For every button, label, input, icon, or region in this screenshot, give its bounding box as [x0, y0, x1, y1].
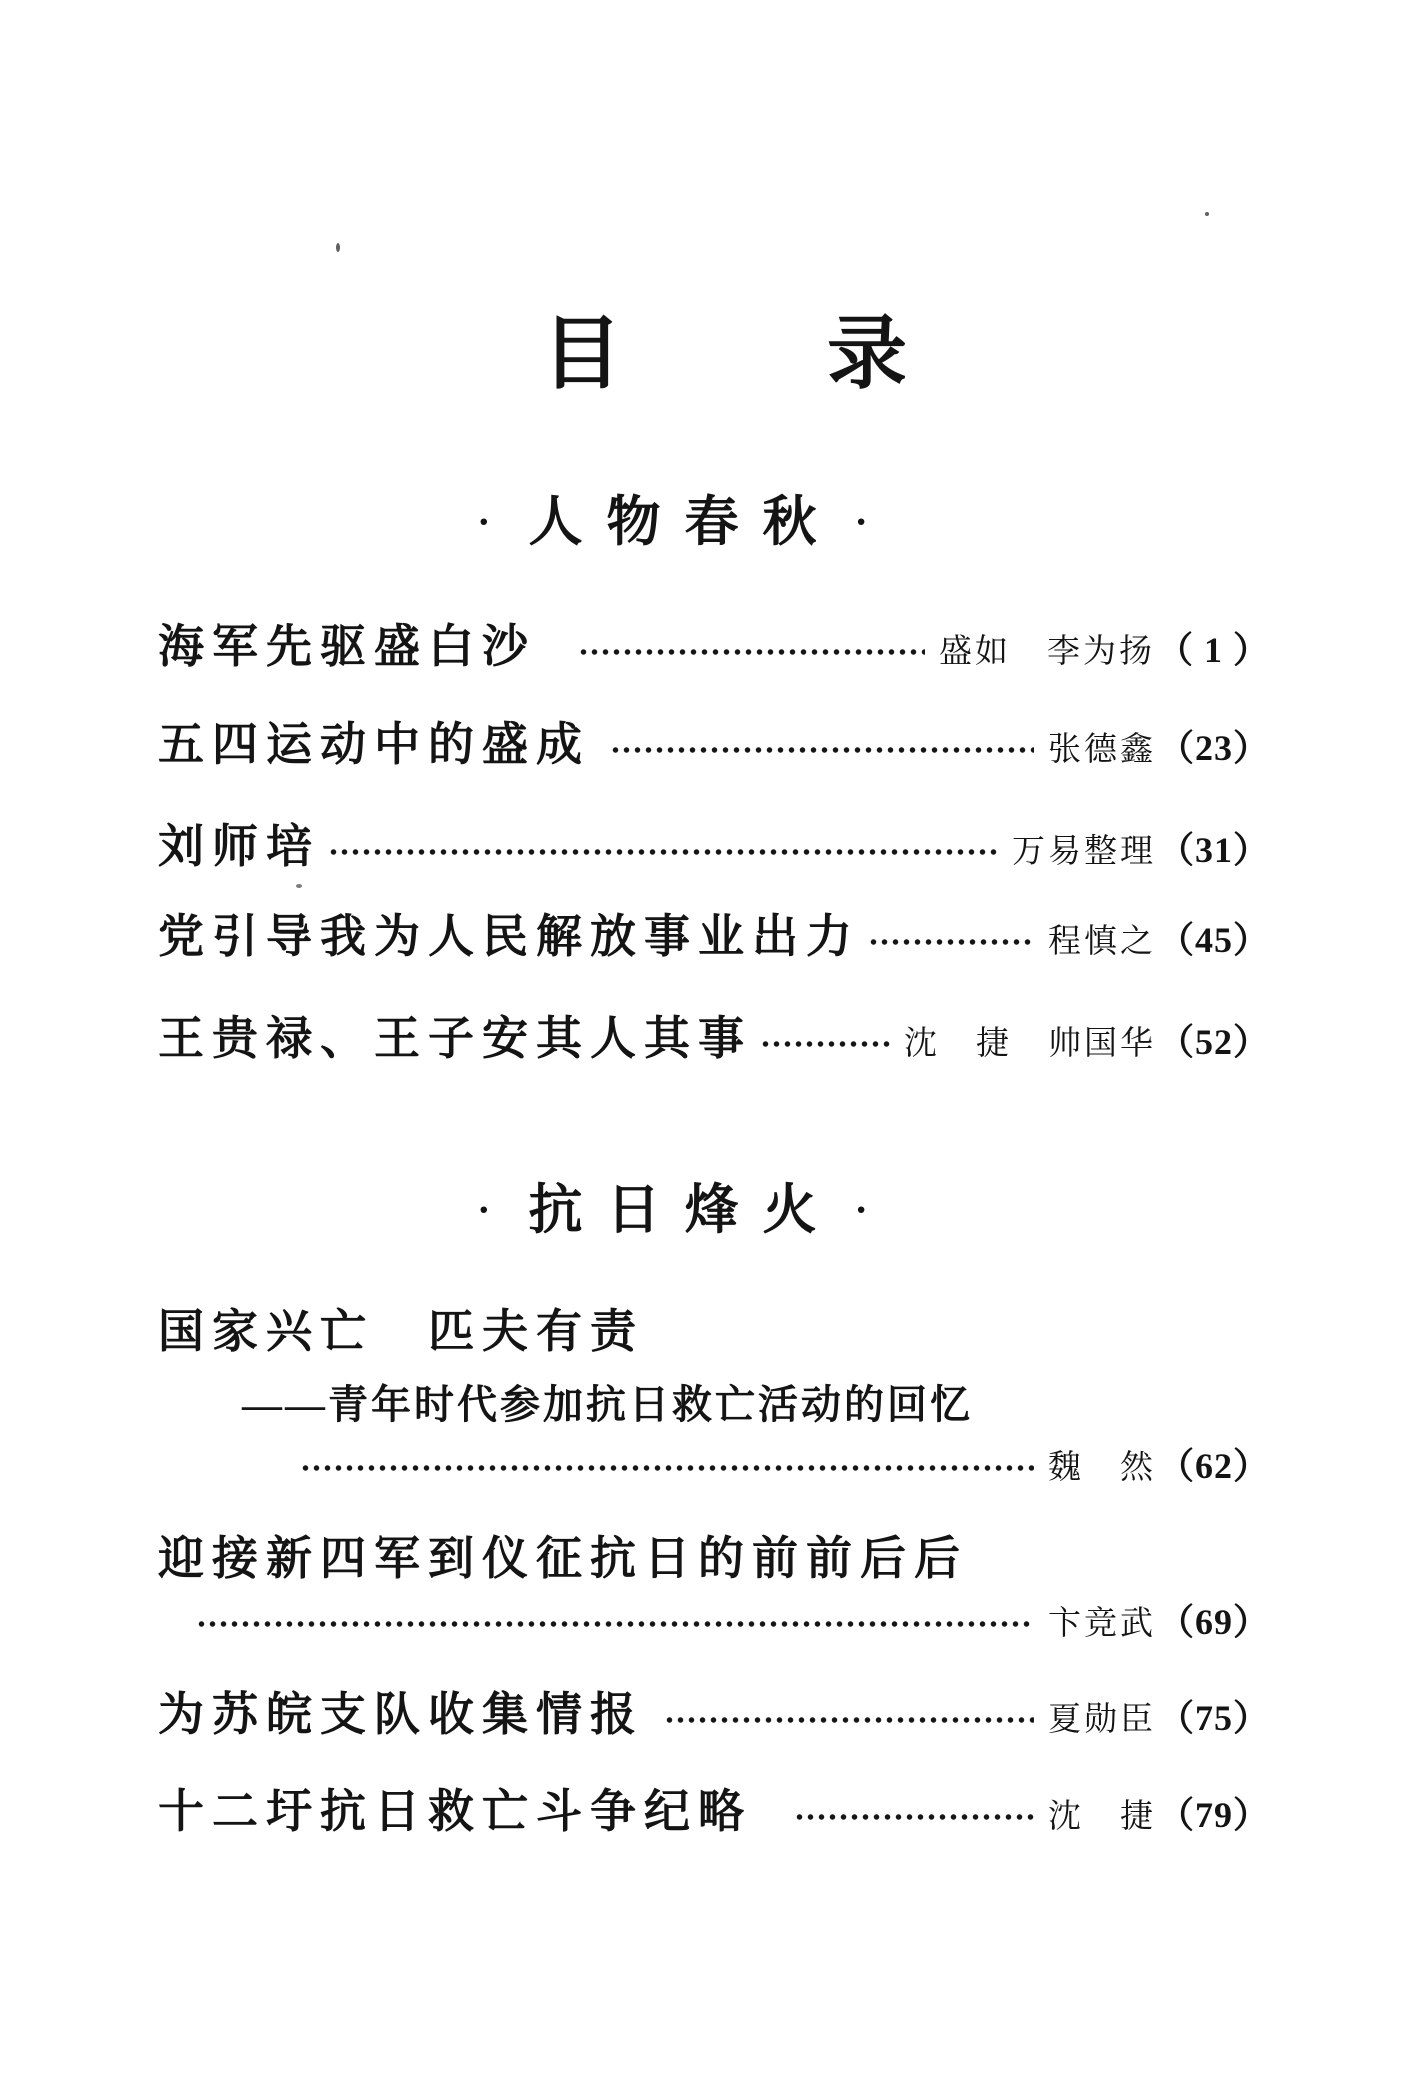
- entry-title: 十二圩抗日救亡斗争纪略: [158, 1786, 752, 1837]
- section-heading-text: 人物春秋: [528, 492, 841, 552]
- heading-dot: ·: [477, 1187, 491, 1232]
- entry-authors: 魏 然: [1047, 1450, 1156, 1486]
- entry-authors: 沈 捷 帅国华: [903, 1026, 1156, 1062]
- entry-authors: 张德鑫: [1047, 732, 1156, 768]
- entry-title: 国家兴亡 匹夫有责: [158, 1306, 644, 1357]
- section-heading-renwuchunqiu: [0, 492, 1375, 552]
- toc-entry: [158, 1783, 1270, 1841]
- entry-page-number: （45）: [1157, 920, 1270, 960]
- entry-page-number: （ 1 ）: [1156, 630, 1270, 670]
- entry-title: 党引导我为人民解放事业出力: [158, 911, 860, 962]
- toc-entry: [158, 818, 1270, 876]
- dot-leader: [196, 1609, 1034, 1639]
- entry-title: 刘师培: [158, 821, 320, 872]
- dot-leader: [794, 1802, 1034, 1832]
- entry-title: 王贵禄、王子安其人其事: [158, 1013, 752, 1064]
- dot-leader: [664, 1705, 1034, 1735]
- scan-speck: [1205, 212, 1209, 216]
- entry-page-number: （62）: [1157, 1446, 1270, 1486]
- heading-dot: ·: [854, 1187, 868, 1232]
- toc-entry: [158, 1530, 1270, 1588]
- dot-leader: [760, 1029, 890, 1059]
- entry-subtitle-row: [242, 1380, 1270, 1430]
- entry-authors: 卞竞武: [1047, 1606, 1156, 1642]
- entry-page-number: （69）: [1157, 1602, 1270, 1642]
- title-char: 目: [542, 311, 622, 399]
- dot-leader: [328, 837, 998, 867]
- entry-subtitle: ——青年时代参加抗日救亡活动的回忆: [242, 1382, 973, 1427]
- toc-entry: [158, 908, 1270, 966]
- entry-page-number: （23）: [1157, 728, 1270, 768]
- entry-title: 为苏皖支队收集情报: [158, 1689, 644, 1740]
- heading-dot: ·: [854, 499, 868, 544]
- entry-dots-row: [196, 1600, 1270, 1645]
- scan-speck: [336, 243, 340, 252]
- page-title: [22, 311, 1405, 399]
- entry-authors: 万易整理: [1011, 834, 1156, 870]
- toc-entry: [158, 1686, 1270, 1744]
- toc-entry: [158, 1010, 1270, 1068]
- entry-page-number: （75）: [1157, 1698, 1270, 1738]
- toc-entry: [158, 716, 1270, 774]
- entry-authors: 沈 捷: [1047, 1799, 1156, 1835]
- section-heading-kangrifenghuo: [0, 1180, 1375, 1240]
- section-heading-text: 抗日烽火: [528, 1180, 841, 1240]
- entry-dots-row: [300, 1444, 1270, 1489]
- entry-title: 五四运动中的盛成: [158, 719, 590, 770]
- heading-dot: ·: [477, 499, 491, 544]
- entry-page-number: （31）: [1157, 830, 1270, 870]
- toc-entry: [158, 1303, 1270, 1361]
- entry-title: 迎接新四军到仪征抗日的前前后后: [158, 1533, 968, 1584]
- entry-page-number: （52）: [1157, 1022, 1270, 1062]
- scan-speck: [296, 884, 302, 888]
- entry-authors: 夏勋臣: [1047, 1702, 1156, 1738]
- dot-leader: [610, 735, 1034, 765]
- dot-leader: [868, 927, 1034, 957]
- dot-leader: [300, 1453, 1034, 1483]
- title-char: 录: [827, 311, 907, 399]
- entry-page-number: （79）: [1157, 1795, 1270, 1835]
- entry-title: 海军先驱盛白沙: [158, 621, 536, 672]
- entry-authors: 程慎之: [1047, 924, 1156, 960]
- dot-leader: [578, 637, 925, 667]
- toc-entry: [158, 618, 1270, 676]
- entry-authors: 盛如 李为扬: [938, 634, 1155, 670]
